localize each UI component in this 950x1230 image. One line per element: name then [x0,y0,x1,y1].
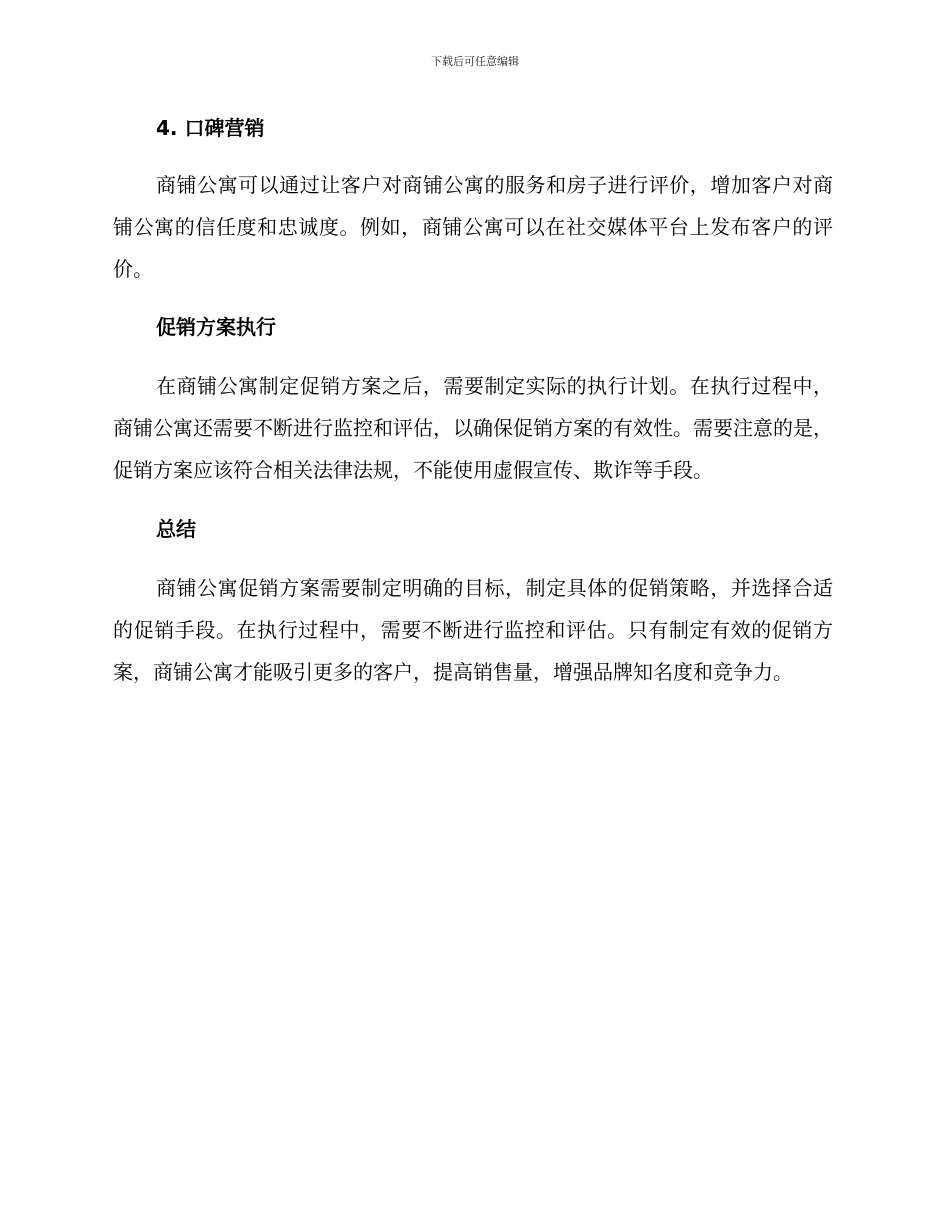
section-paragraph-word-of-mouth: 商铺公寓可以通过让客户对商铺公寓的服务和房子进行评价，增加客户对商铺公寓的信任度和忠诚度。例如，商铺公寓可以在社交媒体平台上发布客户的评价。 [113,173,833,281]
page-header-note: 下载后可任意编辑 [431,55,519,68]
section-heading-execution: 促销方案执行 [156,315,276,339]
section-paragraph-execution: 在商铺公寓制定促销方案之后，需要制定实际的执行计划。在执行过程中，商铺公寓还需要不断进行监控和评估，以确保促销方案的有效性。需要注意的是，促销方案应该符合相关法律法规，不能使用虚假宣传、欺诈等手段。 [113,374,833,482]
section-heading-word-of-mouth: 4. 口碑营销 [156,116,265,140]
section-paragraph-summary: 商铺公寓促销方案需要制定明确的目标，制定具体的促销策略，并选择合适的促销手段。在执行过程中，需要不断进行监控和评估。只有制定有效的促销方案，商铺公寓才能吸引更多的客户，提高销售量，增强品牌知名度和竞争力。 [113,576,833,684]
section-heading-summary: 总结 [156,517,196,541]
document-body [113,110,833,693]
